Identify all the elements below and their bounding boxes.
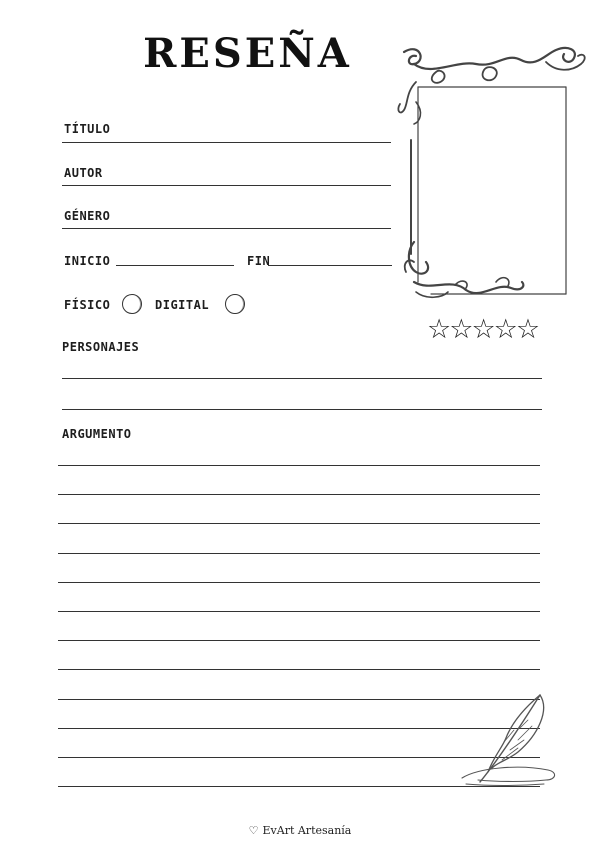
argumento-line[interactable] bbox=[58, 494, 540, 495]
footer-brand bbox=[0, 824, 600, 837]
fin-label: FIN bbox=[247, 254, 271, 268]
fin-line[interactable] bbox=[268, 265, 392, 266]
inicio-label: INICIO bbox=[64, 254, 111, 268]
star-icon[interactable]: ☆ bbox=[515, 314, 539, 345]
page-title: RESEÑA bbox=[143, 30, 352, 77]
star-icon[interactable]: ☆ bbox=[449, 314, 472, 345]
argumento-line[interactable] bbox=[58, 669, 540, 670]
star-icon[interactable]: ☆ bbox=[493, 314, 516, 345]
feather-quill-icon bbox=[458, 690, 568, 790]
inicio-line[interactable] bbox=[116, 265, 234, 266]
argumento-line[interactable] bbox=[58, 582, 540, 583]
autor-line[interactable] bbox=[62, 185, 391, 186]
genero-label: GÉNERO bbox=[64, 209, 111, 223]
titulo-label: TÍTULO bbox=[64, 122, 111, 136]
argumento-line[interactable] bbox=[58, 640, 540, 641]
argumento-line[interactable] bbox=[58, 465, 540, 466]
heart-outline-icon: ♡ bbox=[248, 824, 259, 837]
star-icon[interactable]: ☆ bbox=[471, 314, 494, 345]
rating-stars[interactable] bbox=[427, 315, 538, 345]
argumento-line[interactable] bbox=[58, 553, 540, 554]
personajes-line[interactable] bbox=[62, 378, 542, 379]
personajes-line[interactable] bbox=[62, 409, 542, 410]
fisico-label: FÍSICO bbox=[64, 298, 111, 312]
decorative-frame bbox=[396, 42, 596, 302]
genero-line[interactable] bbox=[62, 228, 391, 229]
autor-label: AUTOR bbox=[64, 166, 103, 180]
titulo-line[interactable] bbox=[62, 142, 391, 143]
digital-label: DIGITAL bbox=[155, 298, 210, 312]
argumento-heading: ARGUMENTO bbox=[62, 427, 132, 441]
star-icon[interactable]: ☆ bbox=[427, 314, 450, 345]
personajes-heading: PERSONAJES bbox=[62, 340, 140, 354]
fisico-checkbox[interactable] bbox=[122, 294, 142, 314]
digital-checkbox[interactable] bbox=[225, 294, 245, 314]
argumento-line[interactable] bbox=[58, 611, 540, 612]
footer-text: EvArt Artesanía bbox=[262, 824, 352, 837]
argumento-line[interactable] bbox=[58, 523, 540, 524]
